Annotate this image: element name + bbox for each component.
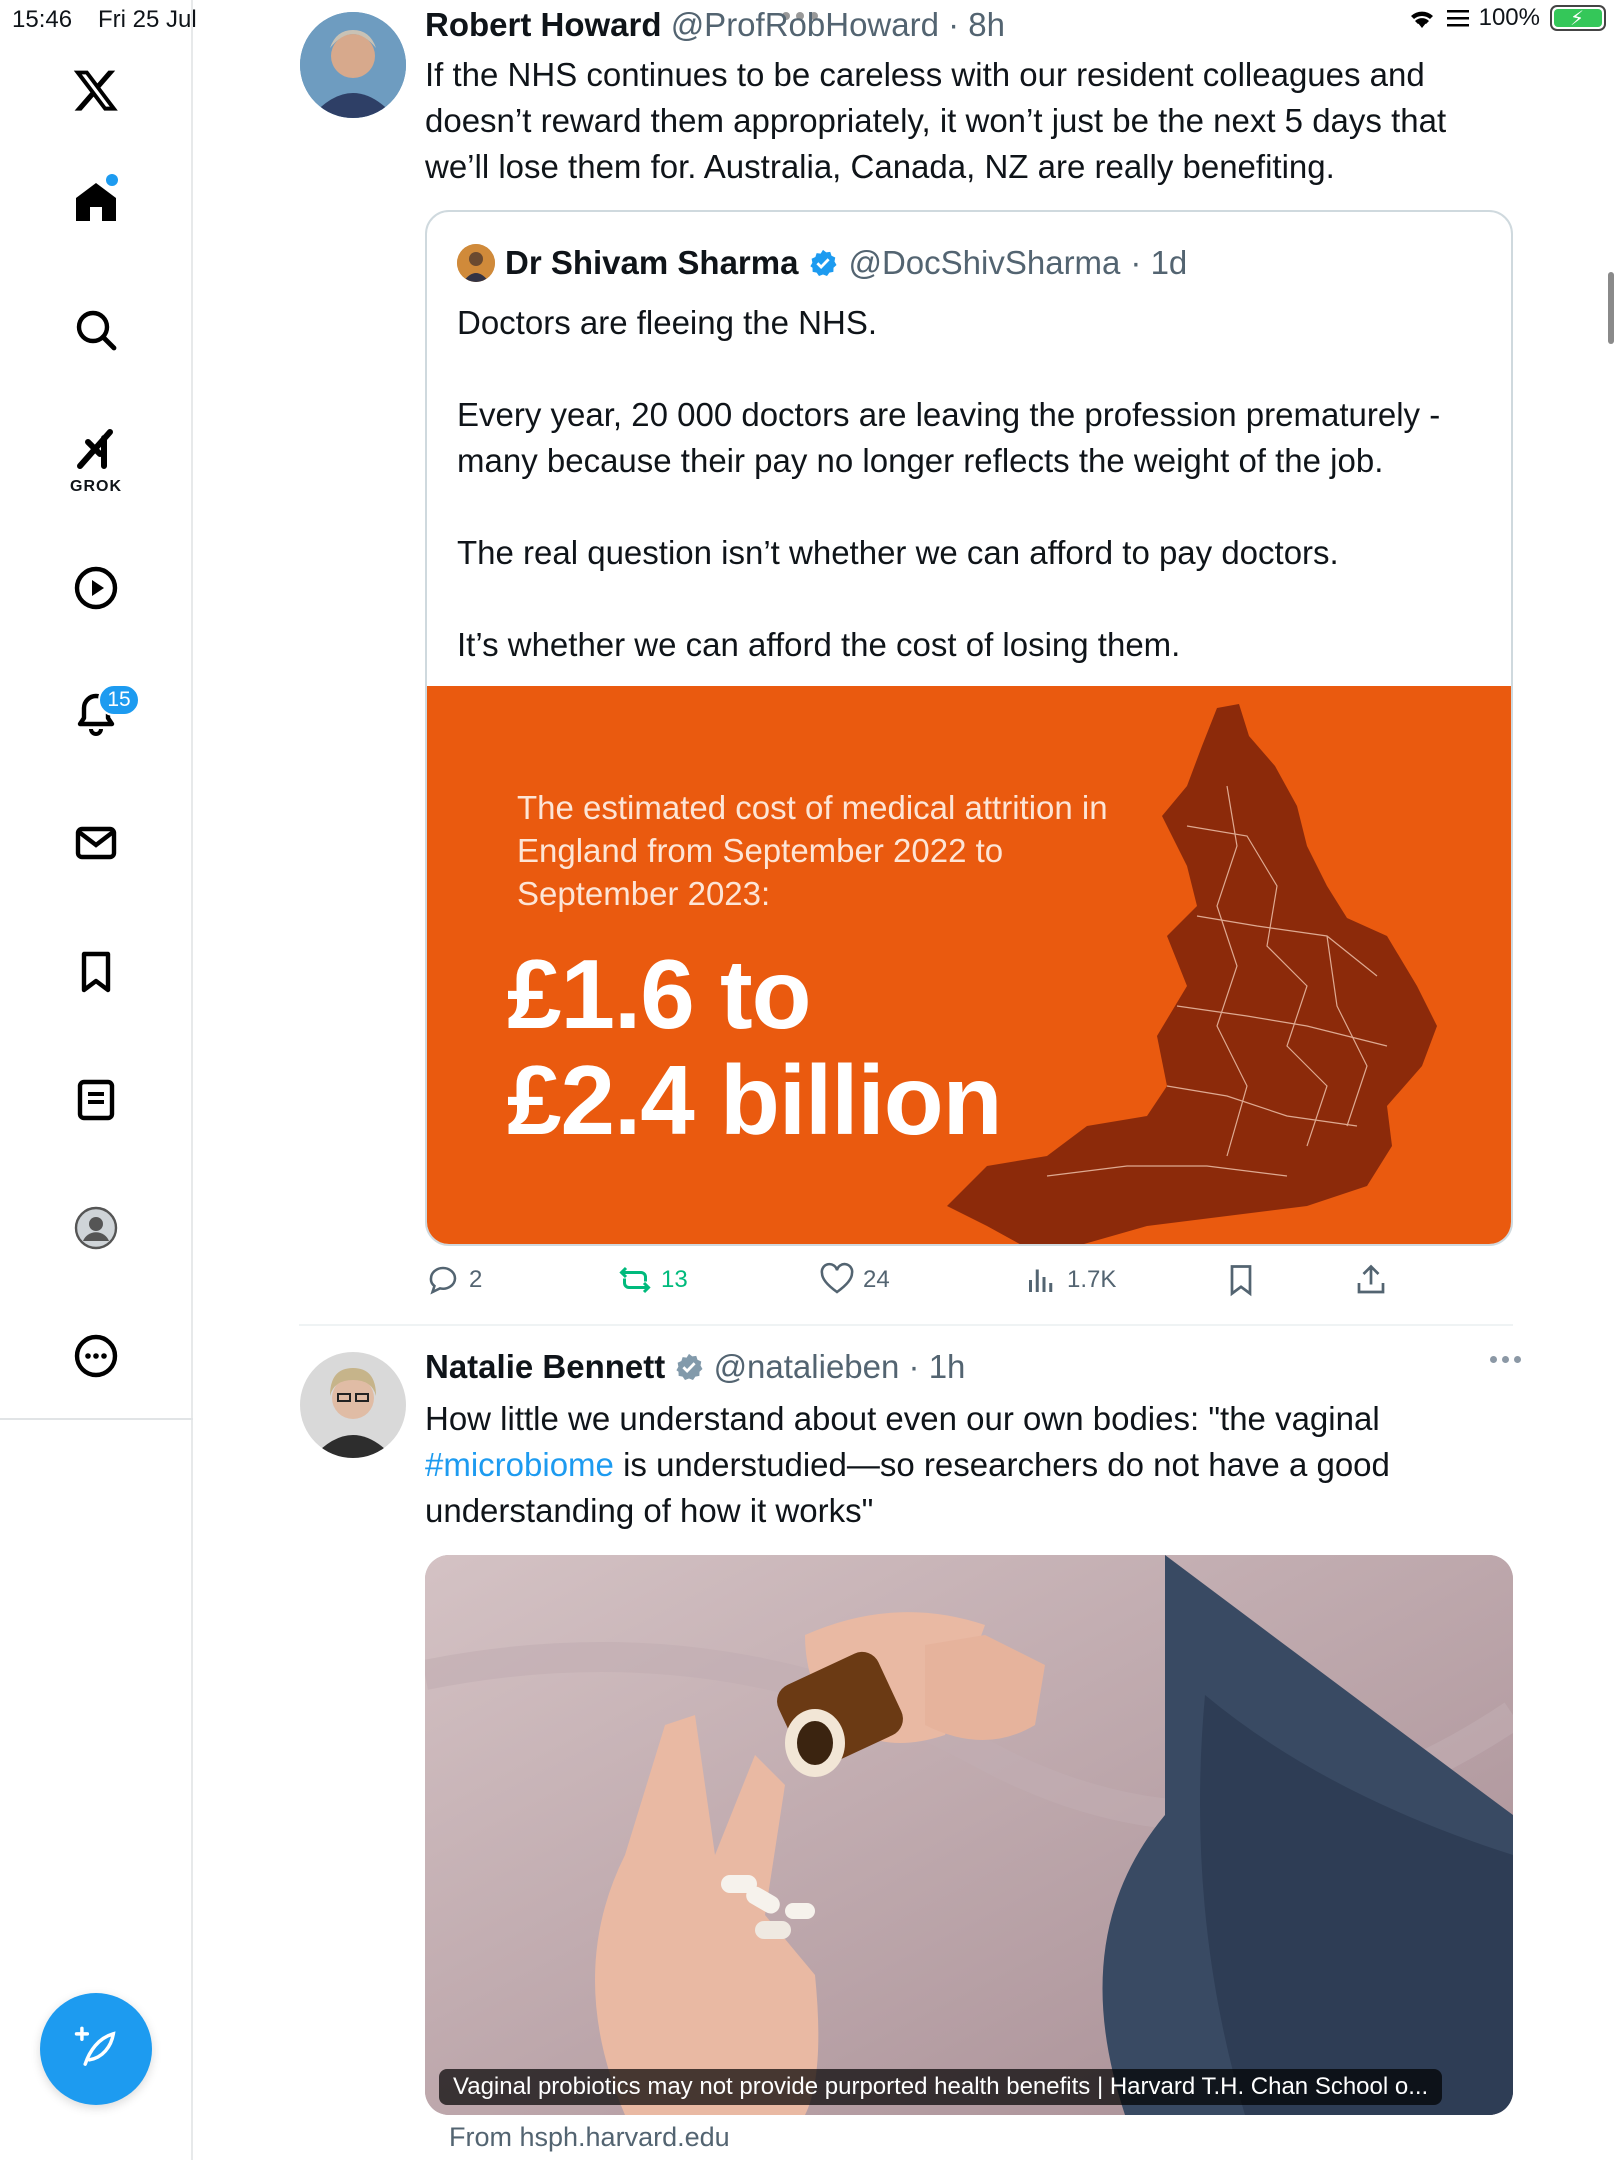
lists-icon[interactable] [68,1072,124,1128]
tweet-divider [299,1324,1513,1326]
reply-count: 2 [469,1266,483,1293]
tweet2-text [425,1396,1515,1534]
status-date: Fri 25 Jul [98,6,197,33]
sidebar-nav [0,0,193,2160]
scrollbar[interactable] [1608,272,1614,344]
quote-text [457,300,1497,668]
views-button[interactable] [1023,1262,1116,1298]
quote-time: · 1d [1130,244,1188,281]
messages-icon[interactable] [68,815,124,871]
reply-button[interactable] [425,1262,482,1298]
quote-paragraph: Every year, 20 000 doctors are leaving the profession prematurely - many because their pay no longer reflects the weight of the job. [457,396,1441,479]
search-icon[interactable] [68,302,124,358]
quote-avatar [457,244,495,282]
video-icon[interactable] [68,560,124,616]
battery-percent: 100% [1478,4,1540,31]
quote-paragraph: It’s whether we can afford the cost of losing them. [457,626,1181,663]
card-caption: The estimated cost of medical attrition in England from September 2022 to September 2023: [517,789,1108,912]
compose-post-button[interactable] [40,1993,152,2105]
tweet1-author-name[interactable]: Robert Howard [425,6,662,43]
verified-badge-icon [808,248,838,278]
quoted-tweet[interactable] [425,210,1513,1246]
hashtag-link[interactable]: #microbiome [425,1446,614,1483]
tweet2-handle[interactable]: @natalieben [713,1348,900,1385]
compose-feather-icon [70,2023,122,2075]
x-logo-icon[interactable] [68,62,124,118]
quote-header [457,244,1187,282]
tweet2-time[interactable]: · 1h [908,1348,966,1385]
like-count: 24 [863,1266,890,1293]
analytics-icon [1023,1262,1059,1298]
probiotic-pills-photo [425,1555,1513,2115]
quote-paragraph: Doctors are fleeing the NHS. [457,304,878,341]
quote-paragraph: The real question isn’t whether we can afford to pay doctors. [457,534,1339,571]
tweet1-actions [425,1262,1525,1312]
share-button[interactable] [1353,1262,1389,1298]
bookmark-button[interactable] [1223,1262,1259,1298]
more-options-icon[interactable] [68,1328,124,1384]
link-card-title[interactable]: Vaginal probiotics may not provide purported health benefits | Harvard T.H. Chan School o... [439,2069,1442,2105]
view-count: 1.7K [1067,1266,1117,1293]
quote-author-name: Dr Shivam Sharma [505,244,799,281]
home-unread-dot [106,174,118,186]
nav-divider [0,1418,193,1420]
tweet2-author-name[interactable]: Natalie Bennett [425,1348,666,1385]
bookmarks-icon[interactable] [68,944,124,1000]
tweet1-handle[interactable]: @ProfRobHoward [670,6,939,43]
tweet1-time[interactable]: · 8h [948,6,1006,43]
tweet2-text-after: is understudied—so researchers do not have a good understanding of how it works" [425,1446,1390,1529]
repost-count: 13 [661,1266,688,1293]
repost-icon [617,1262,653,1298]
card-headline-line1: £1.6 to [507,939,811,1049]
repost-button[interactable] [617,1262,688,1298]
card-headline [507,941,1001,1153]
reply-icon [425,1262,461,1298]
tweet2-header [425,1348,965,1386]
link-source[interactable]: From hsph.harvard.edu [449,2122,730,2152]
tweet1-text: If the NHS continues to be careless with our resident colleagues and doesn’t reward them appropriately, it won’t just be the next 5 days that we’ll lose them for. Australia, Canada, NZ are really benefiting. [425,56,1447,185]
grok-icon[interactable] [68,422,124,478]
card-headline-line2: £2.4 billion [507,1045,1002,1155]
link-card-image[interactable] [425,1555,1513,2115]
timeline-feed [193,0,1620,2160]
verified-badge-icon [674,1352,704,1382]
tweet2-text-before: How little we understand about even our own bodies: "the vaginal [425,1400,1380,1437]
grok-label: GROK [70,478,122,495]
notifications-badge: 15 [98,684,140,716]
status-time: 15:46 [12,6,73,33]
bookmark-icon [1223,1262,1259,1298]
profile-icon[interactable] [68,1200,124,1256]
share-icon [1353,1262,1389,1298]
attrition-cost-image[interactable] [427,686,1513,1246]
battery-icon: ⚡ [1550,5,1606,31]
like-button[interactable] [819,1262,890,1298]
heart-icon [819,1262,855,1298]
tweet1-header [425,6,1005,44]
quote-handle: @DocShivSharma [848,244,1121,281]
tweet2-more-button[interactable] [1490,1356,1521,1363]
avatar-natalie-bennett[interactable] [300,1352,406,1458]
avatar-robert-howard[interactable] [300,12,406,118]
